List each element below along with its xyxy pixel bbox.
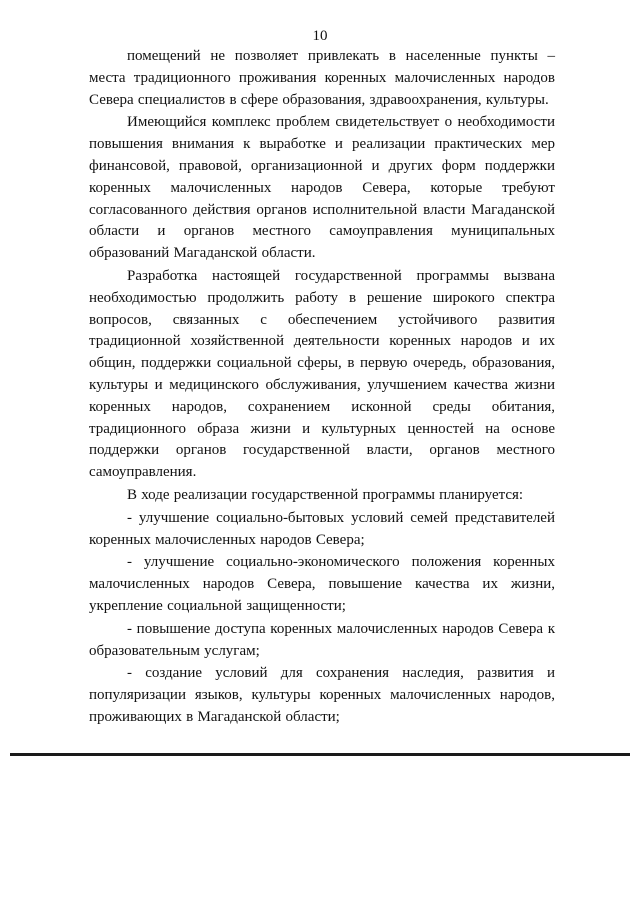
paragraph-problems: Имеющийся комплекс проблем свидетельствует о необходимости повышения внимания к выработке и реализации практических мер финансовой, правовой, организационной и других форм поддержки коренных малочисленных народов Севера, которые требуют согласованного действия органов исполнительной власти Магаданской области и органов местного самоуправления муниципальных образований Магаданской области. <box>89 114 555 262</box>
document-body <box>89 46 555 729</box>
list-item-education-access: - повышение доступа коренных малочисленных народов Севера к образовательным услугам; <box>89 620 555 659</box>
list-item-heritage: - создание условий для сохранения наследия, развития и популяризации языков, культуры коренных малочисленных народов, проживающих в Магаданской области; <box>89 665 555 725</box>
paragraph-program-development: Разработка настоящей государственной программы вызвана необходимостью продолжить работу в решение широкого спектра вопросов, связанных с обеспечением устойчивого развития традиционной хозяйственной деятельности коренных народов и их общин, поддержки социальной сферы, в первую очередь, образования, культуры и медицинского обслуживания, улучшением качества жизни коренных народов, сохранением исконной среды обитания, традиционного образа жизни и культурных ценностей на основе поддержки органов государственной власти, органов местного самоуправления. <box>89 267 555 481</box>
paragraph-planned-intro: В ходе реализации государственной программы планируется: <box>127 486 524 503</box>
list-item-living-conditions: - улучшение социально-бытовых условий семей представителей коренных малочисленных народов Севера; <box>89 509 555 548</box>
page-number: 10 <box>312 28 328 44</box>
list-item-socio-economic: - улучшение социально-экономического положения коренных малочисленных народов Севера, повышение качества их жизни, укрепление социальной защищенности; <box>89 554 555 614</box>
footer-divider <box>10 753 630 756</box>
paragraph-premises: помещений не позволяет привлекать в населенные пункты – места традиционного проживания коренных малочисленных народов Севера специалистов в сфере образования, здравоохранения, культуры. <box>89 48 555 108</box>
